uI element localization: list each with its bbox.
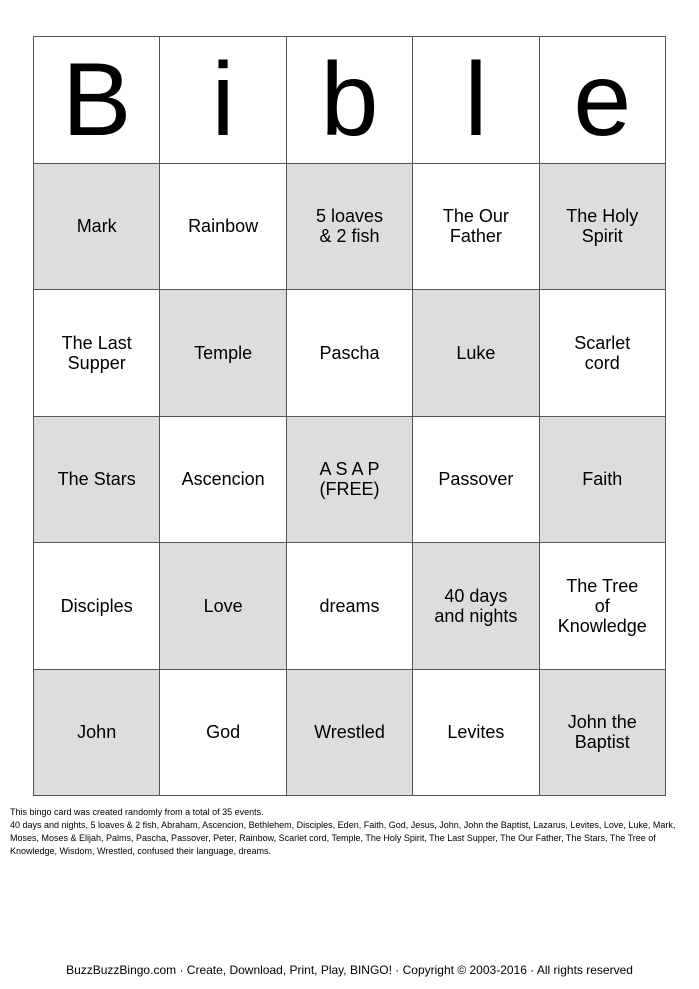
bingo-cell: Luke — [413, 290, 539, 417]
bingo-cell: The Holy Spirit — [540, 164, 666, 291]
header-letter-b: B — [34, 37, 160, 164]
bingo-cell: The Stars — [34, 417, 160, 544]
header-letter-b2: b — [287, 37, 413, 164]
event-count-note: This bingo card was created randomly from a total of 35 events. — [10, 807, 264, 817]
card-info — [10, 806, 690, 858]
bingo-cell: Disciples — [34, 543, 160, 670]
bingo-cell: Pascha — [287, 290, 413, 417]
bingo-cell: God — [160, 670, 286, 797]
bingo-cell: Temple — [160, 290, 286, 417]
bingo-cell: Rainbow — [160, 164, 286, 291]
event-list: 40 days and nights, 5 loaves & 2 fish, Abraham, Ascencion, Bethlehem, Disciples, Eden, Faith, God, Jesus, John, John the Baptist, Lazarus, Levites, Love, Luke, Mark, Moses, Moses & Elijah, Palms, Pascha, Passover, Peter, Rainbow, Scarlet cord, Temple, The Holy Spirit, The Last Supper, The Our Father, The Stars, The Tree of Knowledge, Wisdom, Wrestled, confused their language, dreams. — [10, 820, 676, 856]
bingo-cell: Wrestled — [287, 670, 413, 797]
bingo-cell: Levites — [413, 670, 539, 797]
free-space-cell: A S A P (FREE) — [287, 417, 413, 544]
bingo-cell: Mark — [34, 164, 160, 291]
bingo-cell: Passover — [413, 417, 539, 544]
bingo-cell: Love — [160, 543, 286, 670]
bingo-cell: dreams — [287, 543, 413, 670]
bingo-cell: 5 loaves & 2 fish — [287, 164, 413, 291]
bingo-cell: Ascencion — [160, 417, 286, 544]
bingo-cell: The Our Father — [413, 164, 539, 291]
header-letter-e: e — [540, 37, 666, 164]
bingo-cell: Scarlet cord — [540, 290, 666, 417]
header-letter-i: i — [160, 37, 286, 164]
bingo-cell: The Last Supper — [34, 290, 160, 417]
header-letter-l: l — [413, 37, 539, 164]
bingo-card — [33, 36, 666, 796]
bingo-cell: John the Baptist — [540, 670, 666, 797]
site-footer: BuzzBuzzBingo.com · Create, Download, Print, Play, BINGO! · Copyright © 2003-2016 · All rights reserved — [66, 963, 633, 977]
bingo-cell: The Tree of Knowledge — [540, 543, 666, 670]
bingo-cell: Faith — [540, 417, 666, 544]
bingo-cell: John — [34, 670, 160, 797]
bingo-cell: 40 days and nights — [413, 543, 539, 670]
